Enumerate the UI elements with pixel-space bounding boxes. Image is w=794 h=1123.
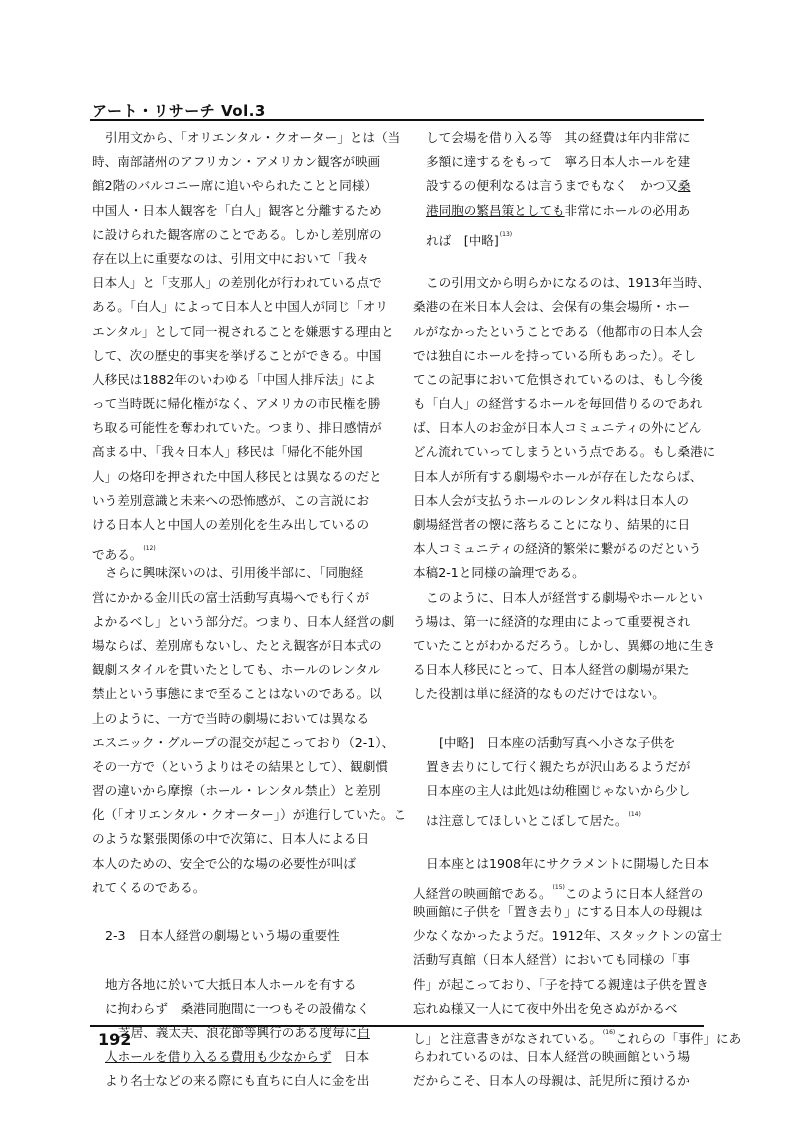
text-line xyxy=(413,126,708,150)
line-text: 営にかかる金川氏の富士活動写真場へでも行くが xyxy=(92,589,370,605)
left-column xyxy=(92,126,407,1094)
text-line xyxy=(92,852,387,876)
line-text: に設けられた観客席のことである。しかし差別席の xyxy=(92,226,382,242)
text-line xyxy=(413,295,708,319)
text-line xyxy=(413,344,708,368)
text-line xyxy=(413,779,708,803)
footnote-marker: (12) xyxy=(143,545,156,553)
line-text: ルがなかったということである（他都市の日本人会 xyxy=(413,323,703,339)
line-text: 劇場経営者の懐に落ちることになり、結果的に日 xyxy=(413,517,691,532)
line-text: 地方各地に於いて大抵日本人ホールを有する xyxy=(105,976,357,992)
line-text: って当時既に帰化権がなく、アメリカの市民権を勝 xyxy=(92,396,381,412)
line-text: [中略] 日本座の活動写真へ小さな子供を xyxy=(439,734,676,750)
text-line xyxy=(92,392,387,416)
footnote-marker: (15) xyxy=(552,883,565,891)
text-line xyxy=(92,561,387,585)
text-line xyxy=(92,1069,387,1093)
right-column xyxy=(413,126,742,1094)
line-text: れてくるのである。 xyxy=(92,879,206,895)
text-line xyxy=(413,223,708,247)
line-text: 日本座の主人は此処は幼稚園じゃないから少し xyxy=(426,783,691,799)
line-text: 本稿2-1と同様の論理である。 xyxy=(413,565,585,581)
line-text: てこの記事において危惧されているのは、もし今後 xyxy=(413,371,703,387)
line-text: 芝居、義太夫、浪花節等興行のある度毎に xyxy=(118,1024,358,1040)
line-text: より名士などの来る際にも直ちに白人に金を出 xyxy=(105,1073,370,1089)
text-line xyxy=(413,586,708,610)
text-line xyxy=(92,513,387,537)
line-text-after: 非常にホールの必用あ xyxy=(564,202,691,218)
line-text: 習の違いから摩擦（ホール・レンタル禁止）と差別 xyxy=(92,783,381,799)
line-text: 活動写真館（日本人経営）においても同様の「事 xyxy=(413,952,691,968)
line-text: 人」の烙印を押された中国人移民とは異なるのだと xyxy=(92,468,382,484)
blank-line xyxy=(92,948,387,972)
line-text: 件」が起こっており、「子を持てる親達は子供を置き xyxy=(413,976,709,992)
line-text: 存在以上に重要なのは、引用文中において「我々 xyxy=(92,250,370,266)
text-line xyxy=(413,948,708,972)
line-text: さらに興味深いのは、引用後半部に、「同胞経 xyxy=(105,565,364,581)
text-line xyxy=(92,731,395,755)
text-line xyxy=(413,199,708,223)
line-text: れば [中略] xyxy=(426,232,499,248)
footnote-marker: (16) xyxy=(602,1028,616,1036)
footnote-marker: (13) xyxy=(499,230,513,238)
text-line xyxy=(92,271,387,295)
text-line xyxy=(92,174,387,198)
line-text: よかるべし」という部分だ。つまり、日本人経営の劇 xyxy=(92,613,395,629)
underlined-text: 桑 xyxy=(677,178,691,194)
journal-title: アート・リサーチ Vol.3 xyxy=(92,102,266,120)
line-text: 人経営の映画館である。 xyxy=(413,885,552,901)
text-line xyxy=(92,368,387,392)
line-text-after: このように日本人経営の xyxy=(564,885,704,901)
text-line xyxy=(413,610,708,634)
text-line xyxy=(92,295,387,319)
line-text: 日本人会が支払うホールのレンタル料は日本人の xyxy=(413,492,689,508)
text-line xyxy=(92,973,387,997)
line-text: 少なくなかったようだ。1912年、スタックトンの富士 xyxy=(413,928,723,944)
line-text: 館2階のバルコニー席に追いやられたことと同様） xyxy=(92,178,378,194)
line-text: ば、日本人のお金が日本人コミュニティの外にどん xyxy=(413,420,702,436)
text-line xyxy=(92,803,407,827)
text-line xyxy=(92,658,387,682)
line-text: 忘れぬ様又一人にて夜中外出を免さぬがかるべ xyxy=(413,1000,678,1016)
line-text: このように、日本人が経営する劇場やホールとい xyxy=(426,589,703,605)
text-line xyxy=(92,586,387,610)
text-line xyxy=(92,416,387,440)
line-text: う場は、第一に経済的な理由によって重要視され xyxy=(413,613,691,629)
text-line xyxy=(413,368,708,392)
line-text: 桑港の在米日本人会は、会保有の集会場所・ホー xyxy=(413,299,691,315)
line-text: どん流れていってしまうという点である。もし桑港に xyxy=(413,444,716,460)
line-text: した役割は単に経済的なものだけではない。 xyxy=(413,686,665,702)
line-text: 高まる中、「我々日本人」移民は「帰化不能外国 xyxy=(92,444,363,460)
text-line xyxy=(413,924,723,948)
text-line xyxy=(92,1045,387,1069)
line-text: 置き去りにして行く親たちが沢山あるようだが xyxy=(426,758,691,774)
line-text: いう差別意識と未来への恐怖感が、この言説にお xyxy=(92,492,370,508)
header-rule xyxy=(90,119,704,121)
text-line xyxy=(413,876,708,900)
underlined-text: 白 xyxy=(357,1024,370,1040)
text-line xyxy=(413,900,708,924)
line-text: である。 xyxy=(92,547,143,563)
text-line xyxy=(92,440,387,464)
text-line xyxy=(92,489,387,513)
text-line xyxy=(92,320,394,344)
text-line xyxy=(413,489,708,513)
text-line xyxy=(92,876,387,900)
line-text: 上のように、一方で当時の劇場においては異なる xyxy=(92,710,370,726)
line-text: 日本人」と「支那人」の差別化が行われている点で xyxy=(92,275,382,291)
blank-line xyxy=(413,247,708,271)
line-text: も「白人」の経営するホールを毎回借りるのであれ xyxy=(413,396,703,412)
blank-line xyxy=(413,707,708,731)
text-line xyxy=(413,392,708,416)
line-text: 化（「オリエンタル・クオーター」）が進行していた。こ xyxy=(92,807,407,823)
text-line xyxy=(92,465,387,489)
text-line xyxy=(92,223,387,247)
text-line xyxy=(92,707,387,731)
line-text: 2-3 日本人経営の劇場という場の重要性 xyxy=(105,928,340,944)
line-text: エンタル」として同一視されることを嫌悪する理由と xyxy=(92,323,394,339)
text-line xyxy=(92,537,387,561)
text-line xyxy=(413,634,716,658)
text-line xyxy=(413,1069,708,1093)
text-line xyxy=(92,150,387,174)
text-line xyxy=(413,1045,708,1069)
page-number: 192 xyxy=(98,1030,132,1049)
line-text: では独自にホールを持っている所もあった）。そし xyxy=(413,347,696,363)
text-line xyxy=(92,997,387,1021)
text-line xyxy=(413,731,708,755)
text-line xyxy=(92,344,387,368)
line-text: 映画館に子供を「置き去り」にする日本人の母親は xyxy=(413,904,703,919)
text-line xyxy=(92,827,387,851)
line-text: 設するの便利なるは言うまでもなく かつ又 xyxy=(426,178,678,194)
text-line xyxy=(92,199,387,223)
text-line xyxy=(92,924,387,948)
line-text: 本人のための、安全で公的な場の必要性が叫ば xyxy=(92,855,356,871)
line-text: 観劇スタイルを貫いたとしても、ホールのレンタル xyxy=(92,662,381,678)
underlined-text: 人ホールを借り入るる費用も少なからず xyxy=(105,1049,332,1065)
text-line xyxy=(92,779,387,803)
text-line xyxy=(413,440,716,464)
line-text: ける日本人と中国人の差別化を生み出しているの xyxy=(92,517,370,532)
text-line xyxy=(413,682,708,706)
line-text: のような緊張関係の中で次第に、日本人による日 xyxy=(92,831,370,847)
line-text: だからこそ、日本人の母親は、託児所に預けるか xyxy=(413,1073,690,1089)
line-text: その一方で（というよりはその結果として）、観劇慣 xyxy=(92,758,388,774)
line-text: 禁止という事態にまで至ることはないのである。以 xyxy=(92,686,382,702)
line-text: し」と注意書きがなされている。 xyxy=(413,1030,602,1046)
text-line xyxy=(92,610,395,634)
line-text: エスニック・グループの混交が起こっており（2-1）、 xyxy=(92,734,395,750)
text-line xyxy=(92,755,387,779)
footnote-marker: (14) xyxy=(628,811,641,819)
text-line xyxy=(413,513,708,537)
line-text: して、次の歴史的事実を挙げることができる。中国 xyxy=(92,347,382,363)
text-line xyxy=(413,997,708,1021)
text-line xyxy=(413,271,708,295)
line-text: る日本人移民にとって、日本人経営の劇場が果た xyxy=(413,662,690,678)
blank-line xyxy=(92,900,387,924)
text-line xyxy=(92,247,387,271)
line-text: 日本座とは1908年にサクラメントに開場した日本 xyxy=(426,855,710,871)
line-text: ていたことがわかるだろう。しかし、異郷の地に生き xyxy=(413,637,716,653)
line-text: 場ならば、差別席もないし、たとえ観客が日本式の xyxy=(92,637,382,653)
footer-rule xyxy=(90,1025,704,1027)
line-text: は注意してほしいとこぼして居た。 xyxy=(426,813,628,829)
text-line xyxy=(413,537,708,561)
line-text: 多額に達するをもって 寧ろ日本人ホールを建 xyxy=(426,154,691,170)
text-line xyxy=(413,150,708,174)
line-text: 本人コミュニティの経済的繁栄に繋がるのだという xyxy=(413,541,702,557)
line-text: 時、南部諸州のアフリカン・アメリカン観客が映画 xyxy=(92,154,381,170)
line-text: ち取る可能性を奪われていた。つまり、排日感情が xyxy=(92,420,382,436)
text-line xyxy=(413,416,708,440)
blank-line xyxy=(413,827,708,851)
text-line xyxy=(413,561,708,585)
line-text: 日本人が所有する劇場やホールが存在したならば、 xyxy=(413,468,703,484)
line-text: らわれているのは、日本人経営の映画館という場 xyxy=(413,1049,691,1065)
text-line xyxy=(413,465,708,489)
line-text: 中国人・日本人観客を「白人」観客と分離するため xyxy=(92,202,382,218)
text-line xyxy=(92,634,387,658)
line-text: して会場を借り入る等 其の経費は年内非常に xyxy=(426,130,691,145)
text-line xyxy=(92,682,387,706)
line-text: この引用文から明らかになるのは、1913年当時、 xyxy=(426,275,710,291)
line-text: 人移民は1882年のいわゆる「中国人排斥法」によ xyxy=(92,371,376,387)
text-line xyxy=(413,852,708,876)
line-text: 引用文から、「オリエンタル・クオーター」とは（当 xyxy=(105,130,401,145)
line-text: に拘わらず 桑港同胞間に一つもその設備なく xyxy=(105,1000,370,1016)
text-line xyxy=(92,126,401,150)
text-line xyxy=(413,320,708,344)
line-text-after: これらの「事件」にあ xyxy=(615,1030,742,1046)
text-line xyxy=(413,658,708,682)
text-line xyxy=(413,973,708,997)
text-line xyxy=(413,803,708,827)
line-text-after: 日本 xyxy=(331,1049,370,1065)
line-text: ある。「白人」によって日本人と中国人が同じ「オリ xyxy=(92,299,388,315)
text-line xyxy=(413,755,708,779)
text-line xyxy=(413,174,708,198)
underlined-text: 港同胞の繁昌策としても xyxy=(426,202,565,218)
